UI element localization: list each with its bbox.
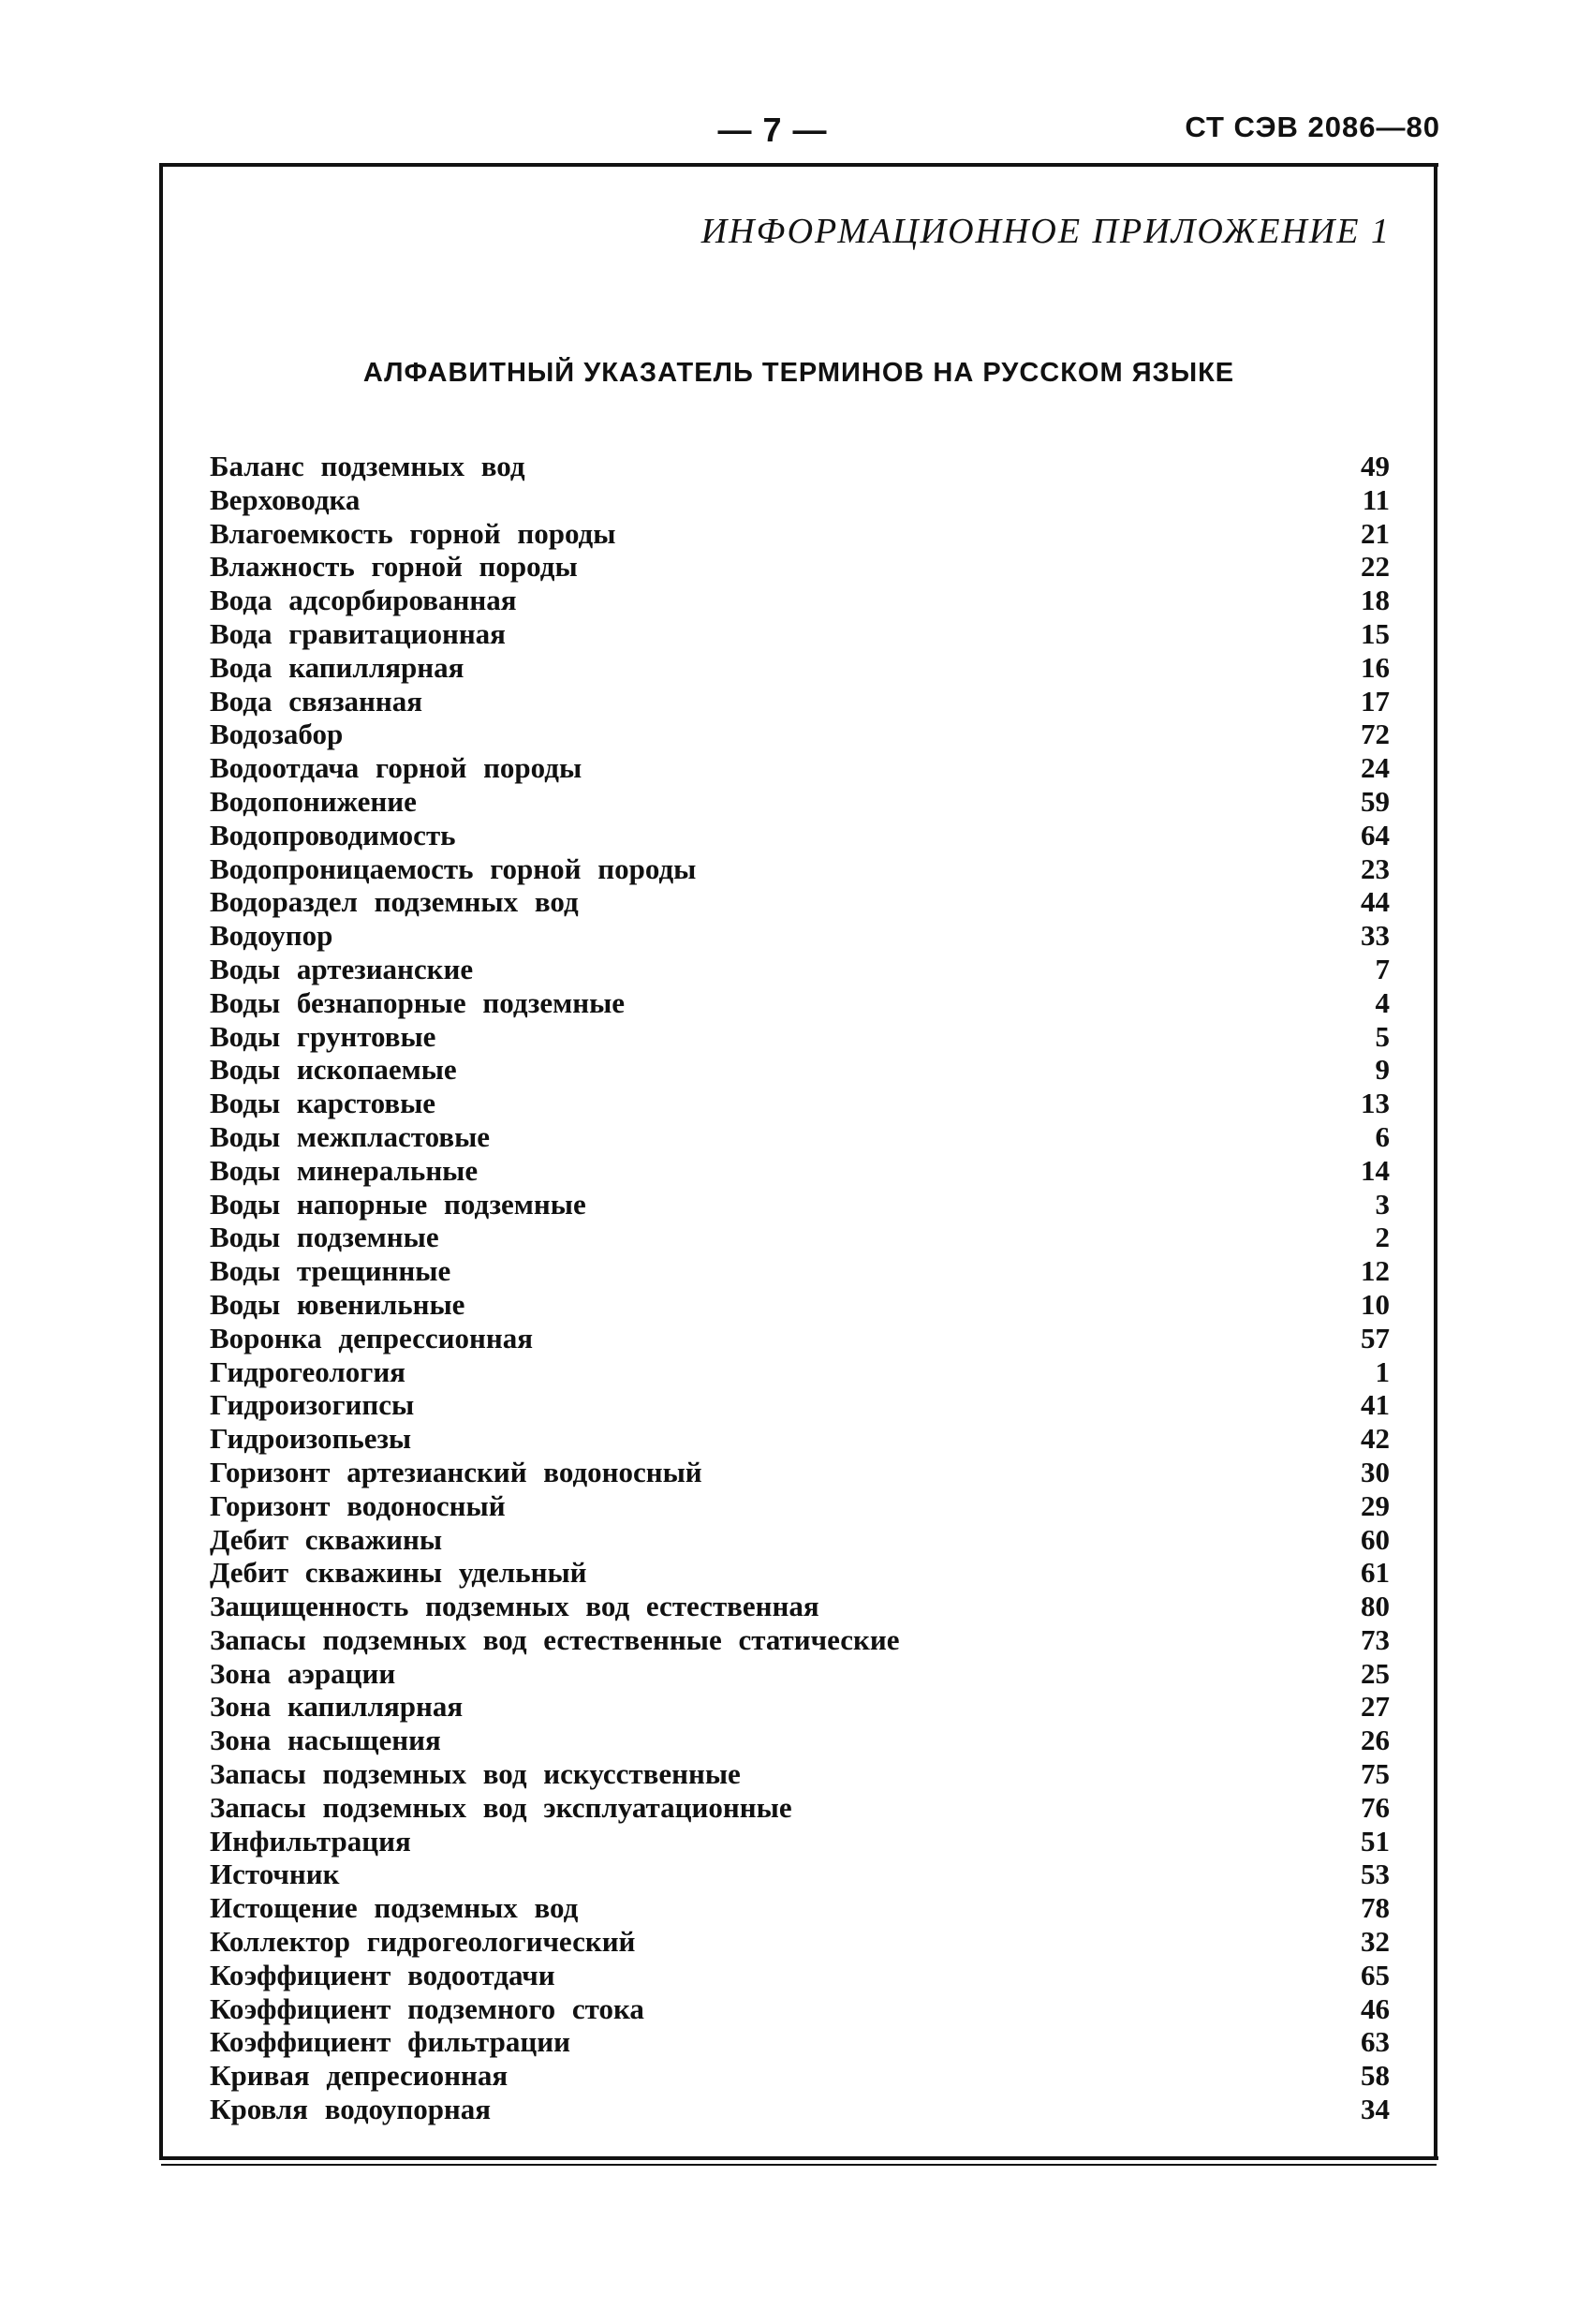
index-term: Гидроизопьезы (210, 1422, 412, 1456)
index-term: Влажность горной породы (210, 550, 578, 584)
index-term-number: 11 (1362, 482, 1390, 516)
index-term: Гидрогеология (210, 1354, 405, 1388)
index-term: Кривая депресионная (210, 2059, 509, 2093)
index-term-number: 18 (1361, 584, 1390, 617)
index-entry (210, 718, 1390, 751)
index-term-number: 15 (1361, 616, 1390, 650)
index-term-number: 17 (1361, 684, 1390, 718)
index-term-number: 4 (1375, 985, 1390, 1019)
index-term-number: 24 (1361, 751, 1390, 785)
index-term-number: 46 (1361, 1991, 1390, 2025)
index-term-number: 9 (1375, 1053, 1390, 1087)
index-term-number: 44 (1361, 885, 1390, 919)
index-entry (210, 1556, 1390, 1590)
index-entry (210, 1590, 1390, 1623)
index-term: Защищенность подземных вод естественная (210, 1590, 819, 1623)
index-entry (210, 651, 1390, 685)
index-term: Истощение подземных вод (210, 1891, 579, 1925)
frame-top-line (159, 163, 1438, 167)
index-entry (210, 1690, 1390, 1724)
index-term: Кровля водоупорная (210, 2093, 492, 2126)
index-term-number: 57 (1361, 1321, 1390, 1354)
index-term-number: 33 (1361, 919, 1390, 953)
index-term: Зона капиллярная (210, 1690, 464, 1724)
index-entry (210, 1288, 1390, 1322)
index-entry (210, 751, 1390, 785)
index-term-number: 51 (1361, 1824, 1390, 1858)
index-entry (210, 1623, 1390, 1657)
index-entry (210, 1825, 1390, 1858)
index-term-number: 32 (1361, 1925, 1390, 1959)
index-term-number: 1 (1375, 1354, 1390, 1388)
appendix-title: ИНФОРМАЦИОННОЕ ПРИЛОЖЕНИЕ 1 (700, 212, 1391, 251)
index-term-number: 26 (1361, 1724, 1390, 1757)
index-entry (210, 1188, 1390, 1221)
index-term: Коэффициент водоотдачи (210, 1958, 555, 1991)
index-entry (210, 1992, 1390, 2026)
index-term-number: 76 (1361, 1790, 1390, 1824)
index-entry (210, 1422, 1390, 1456)
index-entry (210, 1891, 1390, 1925)
index-term-number: 27 (1361, 1690, 1390, 1724)
index-term: Воронка депрессионная (210, 1321, 533, 1354)
index-entry (210, 1322, 1390, 1355)
index-term-number: 21 (1361, 516, 1390, 550)
index-term-number: 80 (1361, 1590, 1390, 1623)
index-entry (210, 852, 1390, 886)
index-term-number: 72 (1361, 718, 1390, 751)
index-entry (210, 1355, 1390, 1389)
index-term: Водораздел подземных вод (210, 885, 579, 919)
index-entry (210, 1053, 1390, 1087)
index-term: Воды напорные подземные (210, 1187, 586, 1221)
index-entry (210, 2059, 1390, 2093)
index-entry (210, 2025, 1390, 2059)
index-entry (210, 1154, 1390, 1188)
index-term: Баланс подземных вод (210, 450, 525, 482)
index-term-number: 16 (1361, 650, 1390, 684)
index-term: Воды грунтовые (210, 1019, 436, 1053)
index-term-number: 73 (1361, 1622, 1390, 1656)
index-term-number: 59 (1361, 784, 1390, 818)
index-term: Воды карстовые (210, 1087, 436, 1120)
index-entry (210, 953, 1390, 986)
index-term-number: 14 (1361, 1153, 1390, 1187)
index-term-number: 60 (1361, 1522, 1390, 1556)
index-term: Водоупор (210, 919, 333, 953)
index-entry (210, 517, 1390, 551)
index-term: Водопроводимость (210, 818, 456, 851)
index-term-number: 61 (1361, 1556, 1390, 1590)
index-term-number: 10 (1361, 1287, 1390, 1321)
index-term: Верховодка (210, 482, 361, 516)
index-term-number: 7 (1375, 952, 1390, 985)
index-term-number: 12 (1361, 1254, 1390, 1288)
index-entry (210, 1724, 1390, 1757)
index-term-number: 42 (1361, 1422, 1390, 1456)
index-term: Воды подземные (210, 1221, 439, 1254)
index-term-number: 63 (1361, 2025, 1390, 2059)
index-term: Водопонижение (210, 784, 417, 818)
index-term: Вода связанная (210, 684, 423, 718)
index-entry (210, 483, 1390, 517)
index-term: Водоотдача горной породы (210, 751, 582, 785)
index-entry (210, 986, 1390, 1020)
index-entry (210, 550, 1390, 584)
index-entry (210, 1020, 1390, 1054)
frame-left-line (159, 165, 163, 2160)
index-entry (210, 1925, 1390, 1959)
term-index-list (210, 450, 1390, 2126)
index-term: Коэффициент фильтрации (210, 2025, 570, 2059)
index-entry (210, 1959, 1390, 1992)
index-term: Вода адсорбированная (210, 584, 517, 617)
index-entry (210, 1388, 1390, 1422)
index-term-number: 6 (1375, 1119, 1390, 1153)
index-term: Запасы подземных вод искусственные (210, 1757, 741, 1791)
index-term-number: 22 (1361, 550, 1390, 584)
index-term-number: 34 (1361, 2093, 1390, 2126)
index-term-number: 2 (1375, 1221, 1390, 1254)
index-heading: АЛФАВИТНЫЙ УКАЗАТЕЛЬ ТЕРМИНОВ НА РУССКОМ ЯЗЫКЕ (362, 358, 1235, 388)
index-term-number: 29 (1361, 1488, 1390, 1522)
index-term: Коллектор гидрогеологический (210, 1925, 636, 1959)
index-entry (210, 1523, 1390, 1557)
index-term: Водопроницаемость горной породы (210, 851, 697, 885)
index-entry (210, 1120, 1390, 1154)
index-term: Зона насыщения (210, 1724, 441, 1757)
index-term: Вода капиллярная (210, 650, 464, 684)
index-term: Дебит скважины (210, 1522, 443, 1556)
index-term: Воды минеральные (210, 1153, 479, 1187)
index-term-number: 64 (1361, 818, 1390, 851)
index-term-number: 65 (1361, 1958, 1390, 1991)
index-entry (210, 1087, 1390, 1120)
index-term-number: 13 (1361, 1087, 1390, 1120)
index-term-number: 5 (1375, 1019, 1390, 1053)
index-term-number: 78 (1361, 1891, 1390, 1925)
index-entry (210, 1657, 1390, 1691)
index-term: Запасы подземных вод эксплуатационные (210, 1790, 792, 1824)
index-term: Влагоемкость горной породы (210, 516, 616, 550)
index-entry (210, 1791, 1390, 1825)
index-term: Горизонт водоносный (210, 1488, 506, 1522)
index-term-number: 41 (1361, 1388, 1390, 1422)
index-term-number: 30 (1361, 1455, 1390, 1488)
index-term: Источник (210, 1858, 340, 1891)
index-term: Запасы подземных вод естественные статические (210, 1622, 900, 1656)
index-term-number: 25 (1361, 1656, 1390, 1690)
index-entry (210, 1757, 1390, 1791)
index-entry (210, 919, 1390, 953)
index-term-number: 53 (1361, 1858, 1390, 1891)
standard-code: СТ СЭВ 2086—80 (1185, 111, 1440, 143)
page-number: — 7 — (717, 111, 828, 149)
index-entry (210, 1221, 1390, 1254)
frame-bottom-line (159, 2156, 1438, 2160)
index-term: Воды межпластовые (210, 1119, 491, 1153)
index-entry (210, 1489, 1390, 1523)
index-term: Воды ювенильные (210, 1287, 465, 1321)
index-entry (210, 2093, 1390, 2126)
index-entry (210, 1254, 1390, 1288)
index-entry (210, 1456, 1390, 1489)
index-term: Воды ископаемые (210, 1053, 457, 1087)
index-term: Воды артезианские (210, 952, 474, 985)
index-term: Дебит скважины удельный (210, 1556, 587, 1590)
index-entry (210, 617, 1390, 651)
index-entry (210, 450, 1390, 483)
index-entry (210, 885, 1390, 919)
index-entry (210, 685, 1390, 718)
index-term: Воды безнапорные подземные (210, 985, 626, 1019)
index-term: Горизонт артезианский водоносный (210, 1455, 702, 1488)
index-term: Водозабор (210, 718, 344, 751)
index-term: Зона аэрации (210, 1656, 396, 1690)
index-entry (210, 785, 1390, 819)
index-term-number: 58 (1361, 2059, 1390, 2093)
index-term: Гидроизогипсы (210, 1388, 415, 1422)
index-entry (210, 584, 1390, 617)
frame-right-line (1434, 165, 1437, 2160)
index-entry (210, 1858, 1390, 1891)
index-term-number: 3 (1375, 1187, 1390, 1221)
index-term: Воды трещинные (210, 1254, 451, 1288)
index-term: Инфильтрация (210, 1824, 411, 1858)
index-term: Вода гравитационная (210, 616, 506, 650)
index-term-number: 23 (1361, 851, 1390, 885)
index-term: Коэффициент подземного стока (210, 1991, 644, 2025)
index-term-number: 75 (1361, 1757, 1390, 1791)
frame-bottom-line-inner (161, 2164, 1437, 2166)
index-term-number: 49 (1361, 450, 1390, 482)
index-entry (210, 819, 1390, 852)
